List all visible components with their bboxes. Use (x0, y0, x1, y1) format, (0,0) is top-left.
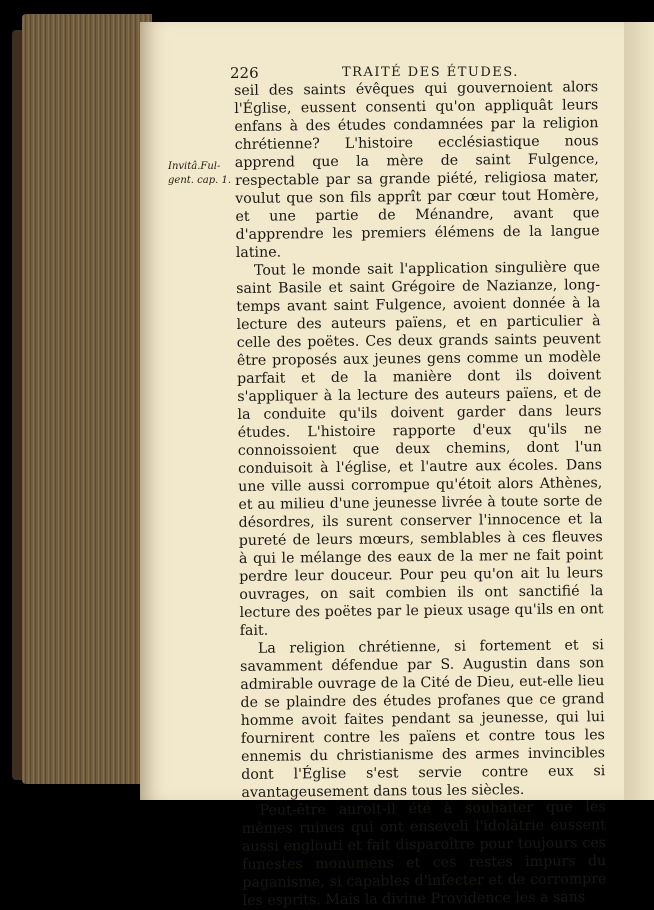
paragraph-4: Peut-être auroit-il été à souhaiter que les mêmes ruines qui ont enseveli l'idolâtrie eussent aussi englouti et fait disparoître pour toujours ces funestes monumens et ces restes impurs du paganisme, si capables d'infecter et de corrompre les esprits. Mais la divine Providence les a sans (241, 799, 607, 909)
paragraph-2: Tout le monde sait l'application singulière que saint Basile et saint Grégoire de Nazianze, long-temps avant saint Fulgence, avoient donnée à la lecture des auteurs païens, et en particulier à celle des poëtes. Ces deux grands saints peuvent être proposés aux jeunes gens comme un modèle parfait et de la manière dont ils doivent s'appliquer à la lecture des auteurs païens, et de la conduite qu'ils doivent garder dans leurs études. L'histoire rapporte d'eux qu'ils ne connoissoient que deux chemins, dont l'un conduisoit à l'église, et l'autre aux écoles. Dans une ville aussi corrompue qu'étoit alors Athènes, et au milieu d'une jeunesse livrée à toute sorte de désordres, ils surent conserver l'innocence et la pureté de leurs mœurs, semblables à ces fleuves à qui le mélange des eaux de la mer ne fait point perdre leur douceur. Pour peu qu'on ait lu leurs ouvrages, on sait combien ils ont sanctifié la lecture des poëtes par le pieux usage qu'ils en ont fait. (236, 259, 604, 639)
page-edges (22, 14, 152, 784)
margin-note: Invitâ.Ful- gent. cap. 1. (168, 161, 231, 186)
facing-page-edge (624, 22, 654, 800)
paragraph-3: La religion chrétienne, si fortement et si savamment défendue par S. Augustin dans son admirable ouvrage de la Cité de Dieu, eut-elle lieu de se plaindre des études profanes que ce grand homme avoit faites pendant sa jeunesse, qui lui fournirent contre les païens et contre tous les ennemis du christianisme des armes invincibles dont l'Église s'est servie contre eux si avantageusement dans tous les siècles. (240, 637, 606, 801)
page-number: 226 (230, 64, 259, 82)
body-text (234, 78, 607, 910)
paragraph-1: seil des saints évêques qui gouvernoient alors l'Église, eussent consenti qu'on appliquât leurs enfans à des études condamnées par la religion chrétienne? L'histoire ecclésiastique nous apprend que la mère de saint Fulgence, respectable par sa grande piété, religiosa mater, voulut que son fils apprît par cœur tout Homère, et une partie de Ménandre, avant que d'apprendre les premiers élémens de la langue latine. (234, 79, 600, 261)
running-title: TRAITÉ DES ÉTUDES. (342, 65, 519, 80)
